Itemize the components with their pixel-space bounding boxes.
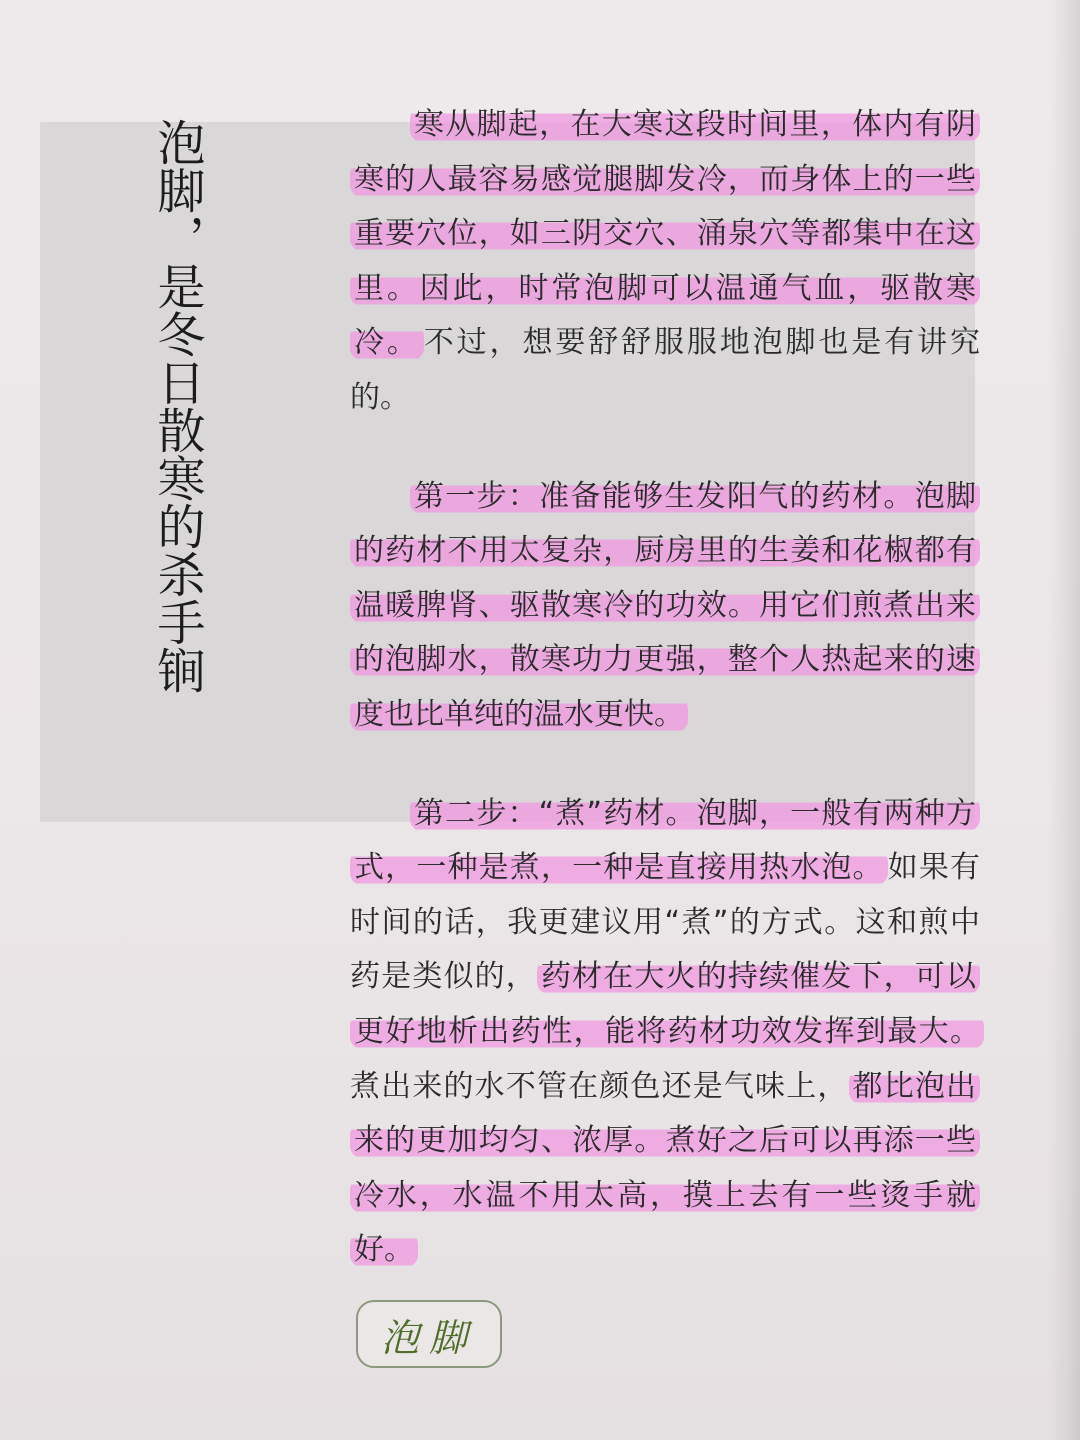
highlight: 都比泡出来的更加均匀、浓厚。煮好之后可以再添一些冷水，水温不用太高，摸上去有一些烫手就好。 — [350, 1069, 980, 1268]
plain-text: 不过，想要舒舒服服地泡脚也是有讲究的。 — [350, 325, 981, 415]
highlight: 第一步：准备能够生发阳气的药材。泡脚的药材不用太复杂，厨房里的生姜和花椒都有温暖脾肾、驱散寒冷的功效。用它们煎煮出来的泡脚水，散寒功力更强，整个人热起来的速度也比单纯的温水更快。 — [350, 479, 980, 732]
plain-text: 如果有时间的话，我更建议用“煮”的方式。这和煎中药是类似的， — [350, 850, 981, 995]
page-edge-shadow — [1048, 0, 1080, 1440]
article-body — [350, 98, 980, 1278]
paragraph-1 — [350, 98, 980, 426]
footbath-stamp: 泡脚 — [356, 1300, 502, 1368]
paragraph-2 — [350, 470, 980, 743]
highlight: 寒从脚起，在大寒这段时间里，体内有阴寒的人最容易感觉腿脚发冷，而身体上的一些重要穴位，如三阴交穴、涌泉穴等都集中在这里。因此，时常泡脚可以温通气血，驱散寒冷。 — [350, 107, 980, 360]
plain-text: 煮出来的水不管在颜色还是气味上， — [350, 1068, 849, 1104]
highlight: 药材在大火的持续催发下，可以更好地析出药性，能将药材功效发挥到最大。 — [350, 959, 984, 1049]
page-title: 泡脚，是冬日散寒的杀手锏 — [149, 118, 205, 694]
highlight: 第二步：“煮”药材。泡脚，一般有两种方式，一种是煮，一种是直接用热水泡。 — [350, 796, 980, 886]
paragraph-3 — [350, 787, 980, 1278]
